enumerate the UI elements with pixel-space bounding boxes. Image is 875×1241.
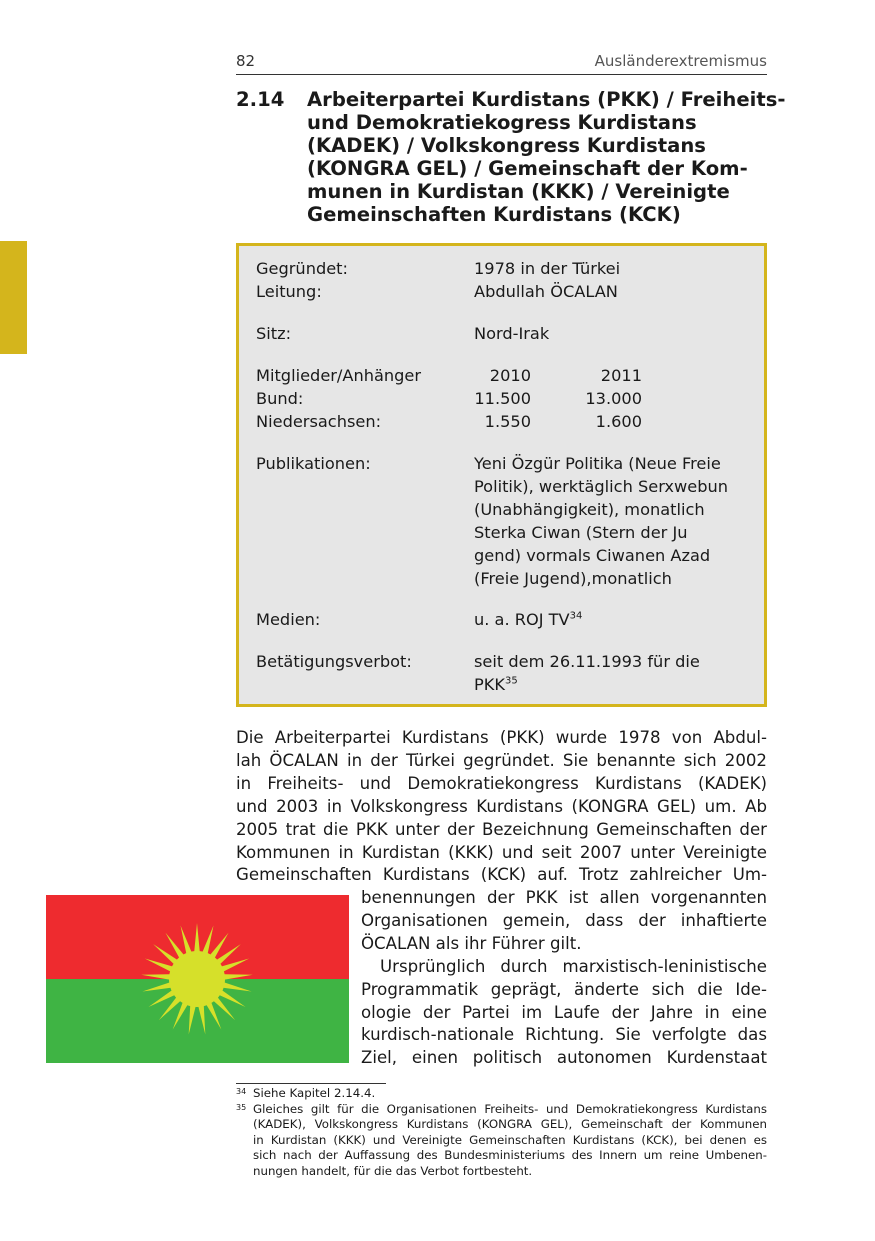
media-label: Medien: xyxy=(256,610,321,629)
body-line: Gemeinschaften Kurdistans (KCK) auf. Trotz zahlreicher Um- xyxy=(236,865,767,885)
section-title-line: munen in Kurdistan (KKK) / Vereinigte xyxy=(307,180,730,203)
year-2011: 2011 xyxy=(600,366,642,385)
footnote-line: in Kurdistan (KKK) und Vereinigte Gemeinschaften Kurdistans (KCK), bei denen es xyxy=(253,1132,767,1147)
section-title-line: (KADEK) / Volkskongress Kurdistans xyxy=(307,134,706,157)
body-line: Ziel, einen politisch autonomen Kurdenstaat xyxy=(361,1048,767,1068)
federal-label: Bund: xyxy=(256,389,304,408)
running-title: Ausländerextremismus xyxy=(594,52,767,70)
publications-line: Sterka Ciwan (Stern der Ju xyxy=(474,523,688,542)
leadership-label: Leitung: xyxy=(256,282,322,301)
seat-value: Nord-Irak xyxy=(474,324,550,343)
footnote-line: nungen handelt, für die das Verbot fortbesteht. xyxy=(253,1163,533,1178)
year-2010: 2010 xyxy=(489,366,531,385)
footnote-number: 34 xyxy=(236,1087,247,1096)
federal-2010: 11.500 xyxy=(474,389,531,408)
fact-box xyxy=(236,243,767,707)
media-value xyxy=(474,609,582,632)
body-paragraph-wrapped xyxy=(361,887,767,1070)
ban-value-line1: seit dem 26.11.1993 für die xyxy=(474,652,700,671)
section-title-line: Gemeinschaften Kurdistans (KCK) xyxy=(307,203,681,226)
body-line: Programmatik geprägt, änderte sich die Ide- xyxy=(361,979,767,999)
leadership-value: Abdullah ÖCALAN xyxy=(474,282,618,301)
body-line: Die Arbeiterpartei Kurdistans (PKK) wurde 1978 von Abdul- xyxy=(236,728,767,747)
body-line: und 2003 in Volkskongress Kurdistans (KONGRA GEL) um. Ab xyxy=(236,796,767,816)
kck-flag-image xyxy=(46,895,349,1063)
section-title-line: und Demokratiekogress Kurdistans xyxy=(307,111,697,134)
section-title-line: Arbeiterpartei Kurdistans (PKK) / Freiheits- xyxy=(307,88,786,111)
footnote-line: sich nach der Auffassung des Bundesministeriums des Innern um reine Umbenen- xyxy=(253,1148,767,1163)
footnote-34 xyxy=(236,1086,767,1102)
footnote-number: 35 xyxy=(236,1102,247,1112)
footnote-line: (KADEK), Volkskongress Kurdistans (KONGRA GEL), Gemeinschaft der Kommunen xyxy=(253,1117,767,1132)
lowersaxony-label: Niedersachsen: xyxy=(256,412,382,431)
section-number: 2.14 xyxy=(236,88,285,111)
section-title xyxy=(307,88,786,226)
ban-text: PKK xyxy=(474,675,505,694)
body-line: Organisationen gemein, dass der inhaftierte xyxy=(361,910,767,930)
publications-line: Yeni Özgür Politika (Neue Freie xyxy=(474,454,721,473)
body-line: ologie der Partei im Laufe der Jahre in eine xyxy=(361,1002,767,1022)
publications-line: Politik), werktäglich Serxwebun xyxy=(474,477,729,496)
publications-line: gend) vormals Ciwanen Azad xyxy=(474,546,711,565)
publications-line: (Freie Jugend),monatlich xyxy=(474,569,672,588)
founded-label: Gegründet: xyxy=(256,259,348,278)
lowersaxony-2010: 1.550 xyxy=(484,412,531,431)
footnote-text: Siehe Kapitel 2.14.4. xyxy=(253,1086,376,1100)
chapter-tab-marker xyxy=(0,241,27,354)
footnote-ref-34: 34 xyxy=(569,610,583,622)
media-text: u. a. ROJ TV xyxy=(474,610,570,629)
section-title-line: (KONGRA GEL) / Gemeinschaft der Kom- xyxy=(307,157,748,180)
body-line: in Freiheits- und Demokratiekongress Kurdistans (KADEK) xyxy=(236,773,767,793)
body-line: lah ÖCALAN in der Türkei gegründet. Sie benannte sich 2002 xyxy=(236,750,767,770)
page-number: 82 xyxy=(236,52,256,70)
footnote-line: Gleiches gilt für die Organisationen Freiheits- und Demokratiekongress Kurdistans xyxy=(253,1101,767,1116)
body-paragraph-1 xyxy=(236,727,767,887)
footnotes xyxy=(236,1086,767,1180)
body-line: Kommunen in Kurdistan (KKK) und seit 2007 unter Vereinigte xyxy=(236,842,767,862)
body-line: benennungen der PKK ist allen vorgenannten xyxy=(361,888,767,907)
seat-label: Sitz: xyxy=(256,324,292,343)
members-label: Mitglieder/Anhänger xyxy=(256,366,422,385)
body-line: 2005 trat die PKK unter der Bezeichnung Gemeinschaften der xyxy=(236,819,767,839)
body-line: ÖCALAN als ihr Führer gilt. xyxy=(361,933,582,953)
footnote-divider xyxy=(236,1083,386,1084)
footnote-35 xyxy=(236,1102,767,1180)
publications-label: Publikationen: xyxy=(256,454,371,473)
footnote-ref-35: 35 xyxy=(505,675,518,687)
lowersaxony-2011: 1.600 xyxy=(595,412,642,431)
ban-value-line2 xyxy=(474,674,518,697)
federal-2011: 13.000 xyxy=(585,389,642,408)
founded-value: 1978 in der Türkei xyxy=(474,259,621,278)
publications-line: (Unabhängigkeit), monatlich xyxy=(474,500,705,519)
ban-label: Betätigungsverbot: xyxy=(256,652,412,671)
page-header xyxy=(236,52,767,75)
body-line: Ursprünglich durch marxistisch-leninistische xyxy=(380,956,767,976)
body-line: kurdisch-nationale Richtung. Sie verfolgte das xyxy=(361,1025,767,1045)
